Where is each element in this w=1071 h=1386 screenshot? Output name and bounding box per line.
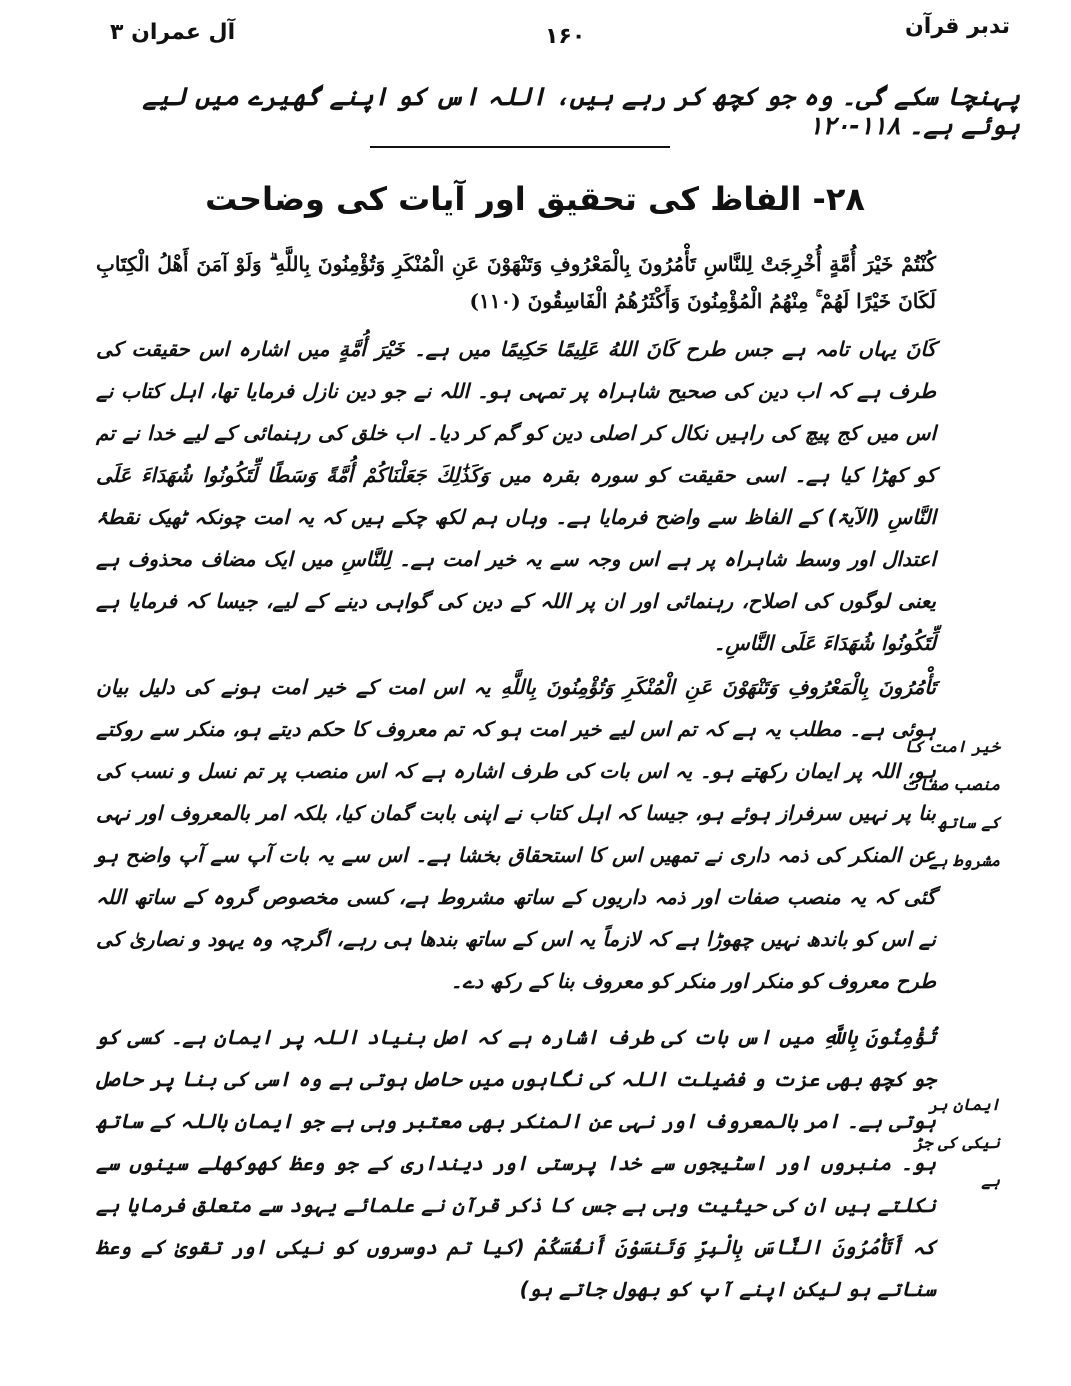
paragraph-1: كَانَ یہاں تامہ ہے جس طرح كَانَ اللهُ عَلِيمًا حَكِيمًا میں ہے۔ خَيْرَ أُمَّةٍ میں اشارہ اس حقیقت کی طرف ہے کہ اب دین کی صحیح شاہراہ پر تمہی ہو۔ اللہ نے جو دین نازل فرمایا تھا، اہل کتاب نے اس میں کج پیچ کی راہیں نکال کر اصلی دین کو گم کر دیا۔ اب خلق کی رہنمائی کے لیے خدا نے تم کو کھڑا کیا ہے۔ اسی حقیقت کو سورہ بقرہ میں وَكَذَٰلِكَ جَعَلْنَاكُمْ أُمَّةً وَسَطًا لِّتَكُونُوا شُهَدَاءَ عَلَى النَّاسِ (الآیۃ) کے الفاظ سے واضح فرمایا ہے۔ وہاں ہم لکھ چکے ہیں کہ یہ امت چونکہ ٹھیک نقطۂ اعتدال اور وسط شاہراہ پر ہے اس وجہ سے یہ خیر امت ہے۔ لِلنَّاسِ میں ایک مضاف محذوف ہے یعنی لوگوں کی اصلاح، رہنمائی اور ان پر اللہ کے دین کی گواہی دینے کے لیے، جیسا کہ فرمایا ہے لِّتَكُونُوا شُهَدَاءَ عَلَى النَّاسِ۔ bbox=[96, 337, 936, 655]
divider-rule bbox=[370, 146, 670, 148]
page-header bbox=[70, 14, 1050, 54]
surah-label: آل عمران ۳ bbox=[110, 20, 236, 45]
main-text bbox=[96, 246, 936, 1310]
page-number: ۱۶۰ bbox=[545, 24, 586, 49]
paragraph-2: تَأْمُرُونَ بِالْمَعْرُوفِ وَتَنْهَوْنَ عَنِ الْمُنْكَرِ وَتُؤْمِنُونَ بِاللَّهِ یہ اس امت کے خیر امت ہونے کی دلیل بیان ہوئی ہے۔ مطلب یہ ہے کہ تم اس لیے خیر امت ہو کہ تم معروف کا حکم دیتے ہو، منکر سے روکتے ہو، اللہ پر ایمان رکھتے ہو۔ یہ اس بات کی طرف اشارہ ہے کہ اس منصب پر تم نسل و نسب کی بنا پر نہیں سرفراز ہوئے ہو، جیسا کہ اہل کتاب نے اپنی بابت گمان کیا، بلکہ امر بالمعروف اور نہی عن المنکر کی ذمہ داری نے تمھیں اس کا استحقاق بخشا ہے۔ اس سے یہ بات آپ سے آپ واضح ہو گئی کہ یہ منصب صفات اور ذمہ داریوں کے ساتھ مشروط ہے، کسی مخصوص گروہ کے ساتھ اللہ نے اس کو باندھ نہیں چھوڑا ہے کہ لازماً یہ اس کے ساتھ بندھا ہی رہے، اگرچہ وہ یہود و نصاریٰ کی طرح معروف کو منکر اور منکر کو معروف بنا کے رکھ دے۔ bbox=[96, 675, 937, 993]
section-heading: ۲۸- الفاظ کی تحقیق اور آیات کی وضاحت bbox=[205, 180, 865, 218]
continuation-line: پہنچا سکے گی۔ وہ جو کچھ کر رہے ہیں، اللہ اس کو اپنے گھیرے میں لیے ہوئے ہے۔ ۱۱۸-۱۲۰ bbox=[142, 82, 1020, 140]
margin-note-2: ایمان ہر نیکی کی جڑ ہے bbox=[913, 1095, 1000, 1190]
quran-verse: كُنْتُمْ خَيْرَ أُمَّةٍ أُخْرِجَتْ لِلنَّاسِ تَأْمُرُونَ بِالْمَعْرُوفِ وَتَنْهَوْنَ عَنِ الْمُنْكَرِ وَتُؤْمِنُونَ بِاللَّهِ ۗ وَلَوْ آمَنَ أَهْلُ الْكِتَابِ لَكَانَ خَيْرًا لَهُمْ ۚ مِنْهُمُ الْمُؤْمِنُونَ وَأَكْثَرُهُمُ الْفَاسِقُونَ (۱۱۰) bbox=[96, 252, 936, 313]
margin-note-1: خیر امت کا منصب صفات کے ساتھ مشروط ہے bbox=[900, 737, 1000, 870]
book-title: تدبر قرآن bbox=[905, 14, 1010, 39]
paragraph-3: تُؤْمِنُونَ بِاللَّهِ میں اس بات کی طرف اشارہ ہے کہ اصل بنیاد اللہ پر ایمان ہے۔ کسی کو جو کچھ بھی عزت و فضیلت اللہ کی نگاہوں میں حاصل ہوتی ہے وہ اسی کی بنا پر حاصل ہوتی ہے۔ امر بالمعروف اور نہی عن المنکر بھی معتبر وہی ہے جو ایمان باللہ کے ساتھ ہو۔ منبروں اور اسٹیجوں سے خدا پرستی اور دینداری کے جو وعظ کھوکھلے سینوں سے نکلتے ہیں ان کی حیثیت وہی ہے جس کا ذکر قرآن نے علمائے یہود سے متعلق فرمایا ہے کہ أَتَأْمُرُونَ النَّاسَ بِالْبِرِّ وَتَنسَوْنَ أَنفُسَكُمْ (کیا تم دوسروں کو نیکی اور تقویٰ کے وعظ سناتے ہو لیکن اپنے آپ کو بھول جاتے ہو) bbox=[96, 1025, 936, 1301]
